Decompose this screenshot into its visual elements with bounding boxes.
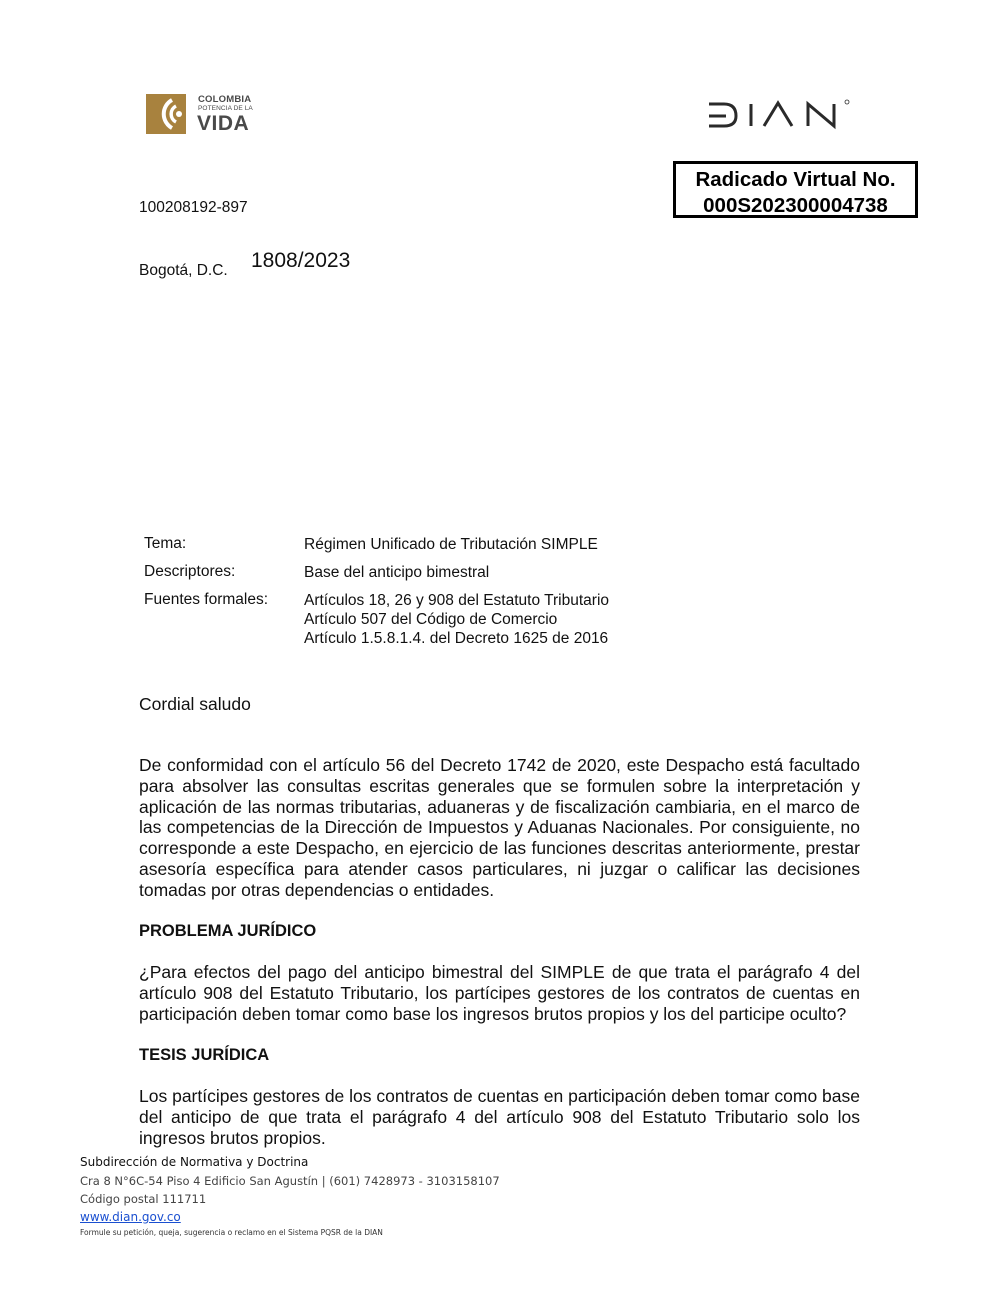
- reference-number: 100208192-897: [139, 199, 248, 216]
- footer-department: Subdirección de Normativa y Doctrina: [80, 1155, 309, 1169]
- logo-line-vida: VIDA: [197, 112, 250, 135]
- descriptores-label: Descriptores:: [144, 563, 236, 580]
- problema-juridico-paragraph: ¿Para efectos del pago del anticipo bimestral del SIMPLE de que trata el parágrafo 4 del artículo 908 del Estatuto Tributario, los partícipes gestores de los contratos de cuentas en participación deben tomar como base los ingresos brutos propios y los del participe oculto?: [139, 962, 860, 1024]
- dian-logo-icon: [706, 96, 856, 130]
- tema-value: Régimen Unificado de Tributación SIMPLE: [304, 536, 598, 553]
- colombia-potencia-de-la-vida-logo: [146, 92, 266, 138]
- colombia-logo-icon: [146, 94, 190, 134]
- logo-line-colombia: COLOMBIA: [198, 94, 252, 105]
- radicado-label: Radicado Virtual No.: [695, 168, 896, 191]
- footer-website-link[interactable]: www.dian.gov.co: [80, 1210, 181, 1224]
- fuentes-value-list: [304, 591, 609, 648]
- tema-label: Tema:: [144, 535, 187, 552]
- city: Bogotá, D.C.: [139, 262, 228, 279]
- tesis-juridica-paragraph: Los partícipes gestores de los contratos de cuentas en participación deben tomar como base del anticipo de que trata el parágrafo 4 del artículo 908 del Estatuto Tributario solo los ingresos brutos propios.: [139, 1086, 860, 1148]
- footer-postal-code: Código postal 111711: [80, 1192, 207, 1206]
- intro-paragraph: De conformidad con el artículo 56 del Decreto 1742 de 2020, este Despacho está facultado para absolver las consultas escritas generales que se formulen sobre la interpretación y aplicación de las normas tributarias, aduaneras y de fiscalización cambiaria, en el marco de las competencias de la Dirección de Impuestos y Aduanas Nacionales. Por consiguiente, no corresponde a este Despacho, en ejercicio de las funciones descritas anteriormente, prestar asesoría específica para atender casos particulares, ni juzgar o calificar las decisiones tomadas por otras dependencias o entidades.: [139, 755, 860, 900]
- footer-pqsr-note: Formule su petición, queja, sugerencia o reclamo en el Sistema PQSR de la DIAN: [80, 1228, 383, 1237]
- fuente-item: Artículos 18, 26 y 908 del Estatuto Tributario: [304, 592, 610, 609]
- problema-juridico-heading: PROBLEMA JURÍDICO: [139, 922, 317, 940]
- radicado-virtual-box: [673, 161, 918, 218]
- greeting: Cordial saludo: [139, 694, 251, 714]
- fuentes-label: Fuentes formales:: [144, 591, 269, 608]
- radicado-number: 000S202300004738: [703, 194, 888, 217]
- logo-line-potencia: POTENCIA DE LA: [198, 105, 253, 112]
- dian-logo: [706, 96, 856, 130]
- tesis-juridica-heading: TESIS JURÍDICA: [139, 1046, 270, 1064]
- descriptores-value: Base del anticipo bimestral: [304, 564, 490, 581]
- document-date: 1808/2023: [251, 249, 351, 272]
- fuente-item: Artículo 507 del Código de Comercio: [304, 611, 558, 628]
- footer-address: Cra 8 N°6C-54 Piso 4 Edificio San Agustín | (601) 7428973 - 3103158107: [80, 1174, 500, 1188]
- fuente-item: Artículo 1.5.8.1.4. del Decreto 1625 de 2016: [304, 630, 609, 647]
